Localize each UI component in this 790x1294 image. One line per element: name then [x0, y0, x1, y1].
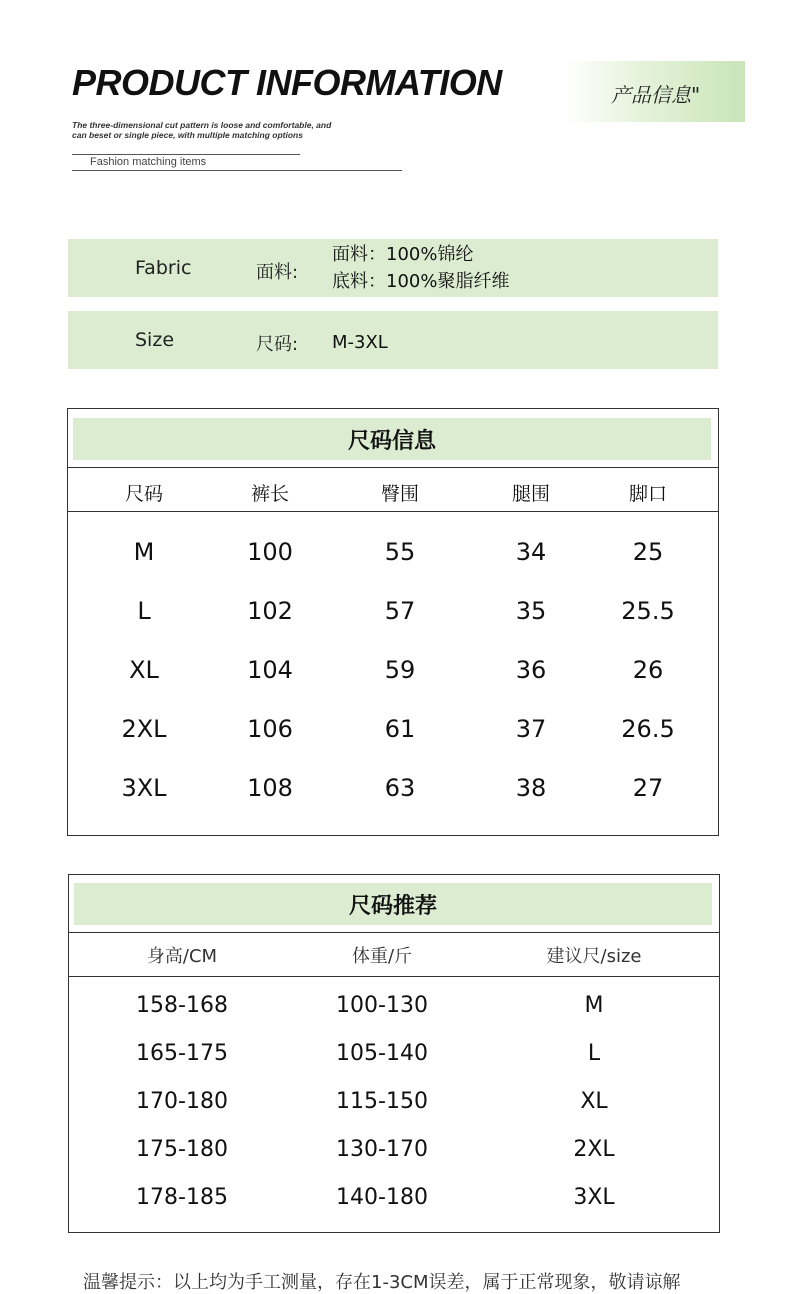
size-recommend-header-rule-bottom: [69, 976, 719, 977]
divider-short: [72, 154, 300, 155]
table-cell: 2XL: [121, 715, 167, 743]
table-cell: 37: [515, 715, 547, 743]
table-cell: L: [587, 1041, 601, 1066]
table-cell: 106: [247, 715, 293, 743]
table-cell: 105-140: [336, 1041, 428, 1066]
size-label-cn: 尺码:: [256, 334, 299, 355]
header-description: [72, 121, 392, 140]
table-cell: 130-170: [336, 1137, 428, 1162]
table-cell: 2XL: [573, 1137, 615, 1162]
size-recommend-header-rule-top: [69, 932, 719, 933]
size-info-column-header: 脚口: [628, 483, 668, 505]
size-info-column-header: 臀围: [380, 483, 420, 505]
fabric-line-2: 底料：100%聚脂纤维: [332, 271, 510, 292]
fashion-matching-label: Fashion matching items: [90, 156, 207, 168]
size-recommend-table: [68, 874, 720, 1233]
table-cell: 102: [247, 597, 293, 625]
table-cell: 115-150: [336, 1089, 428, 1114]
table-cell: 26.5: [621, 715, 675, 743]
table-cell: 3XL: [573, 1185, 615, 1210]
fabric-label-cn: 面料:: [256, 262, 299, 283]
table-cell: 140-180: [336, 1185, 428, 1210]
footer-note: 温馨提示：以上均为手工测量，存在1-3CM误差，属于正常现象，敬请谅解: [83, 1272, 681, 1293]
fabric-values: [332, 241, 509, 295]
table-cell: 170-180: [136, 1089, 228, 1114]
table-cell: 59: [384, 656, 416, 684]
table-cell: 26: [632, 656, 664, 684]
product-info-badge: [565, 61, 745, 122]
size-info-header-rule-bottom: [68, 511, 718, 512]
size-info-title: 尺码信息: [73, 418, 711, 460]
fabric-line-1: 面料：100%锦纶: [332, 244, 474, 265]
table-cell: 25: [632, 538, 664, 566]
table-cell: XL: [129, 656, 159, 684]
table-cell: 63: [384, 774, 416, 802]
size-label-en: Size: [135, 329, 175, 351]
table-cell: 25.5: [621, 597, 675, 625]
header-description-line-2: can beset or single piece, with multiple matching options: [72, 129, 303, 140]
table-cell: 104: [247, 656, 293, 684]
size-info-column-header: 裤长: [250, 483, 290, 505]
page-title: PRODUCT INFORMATION: [72, 62, 502, 103]
table-cell: XL: [580, 1089, 608, 1114]
table-cell: 158-168: [136, 993, 228, 1018]
table-cell: 35: [515, 597, 547, 625]
table-cell: M: [133, 538, 155, 566]
table-cell: 38: [515, 774, 547, 802]
size-info-header-rule-top: [68, 467, 718, 468]
size-info-column-header: 腿围: [511, 483, 551, 505]
table-cell: 3XL: [121, 774, 167, 802]
size-recommend-column-header: 身高/CM: [146, 946, 218, 967]
size-recommend-title: 尺码推荐: [74, 883, 712, 925]
table-cell: 100-130: [336, 993, 428, 1018]
header-description-line-1: The three-dimensional cut pattern is loose and comfortable, and: [72, 120, 332, 130]
table-cell: 108: [247, 774, 293, 802]
table-cell: 27: [632, 774, 664, 802]
table-cell: 34: [515, 538, 547, 566]
table-cell: 36: [515, 656, 547, 684]
badge-text: 产品信息": [611, 83, 701, 107]
fabric-label-en: Fabric: [135, 257, 192, 279]
fabric-band: [68, 239, 718, 297]
table-cell: 100: [247, 538, 293, 566]
table-cell: 57: [384, 597, 416, 625]
table-cell: M: [584, 993, 604, 1018]
size-info-column-header: 尺码: [124, 483, 164, 505]
size-info-table: [67, 408, 719, 836]
table-cell: 175-180: [136, 1137, 228, 1162]
size-recommend-column-header: 体重/斤: [351, 946, 413, 967]
divider-long: [72, 170, 402, 171]
table-cell: 178-185: [136, 1185, 228, 1210]
size-range-value: M-3XL: [332, 332, 388, 353]
size-band: [68, 311, 718, 369]
table-cell: L: [137, 597, 151, 625]
size-recommend-column-header: 建议尺/size: [546, 946, 642, 967]
table-cell: 61: [384, 715, 416, 743]
table-cell: 165-175: [136, 1041, 228, 1066]
table-cell: 55: [384, 538, 416, 566]
